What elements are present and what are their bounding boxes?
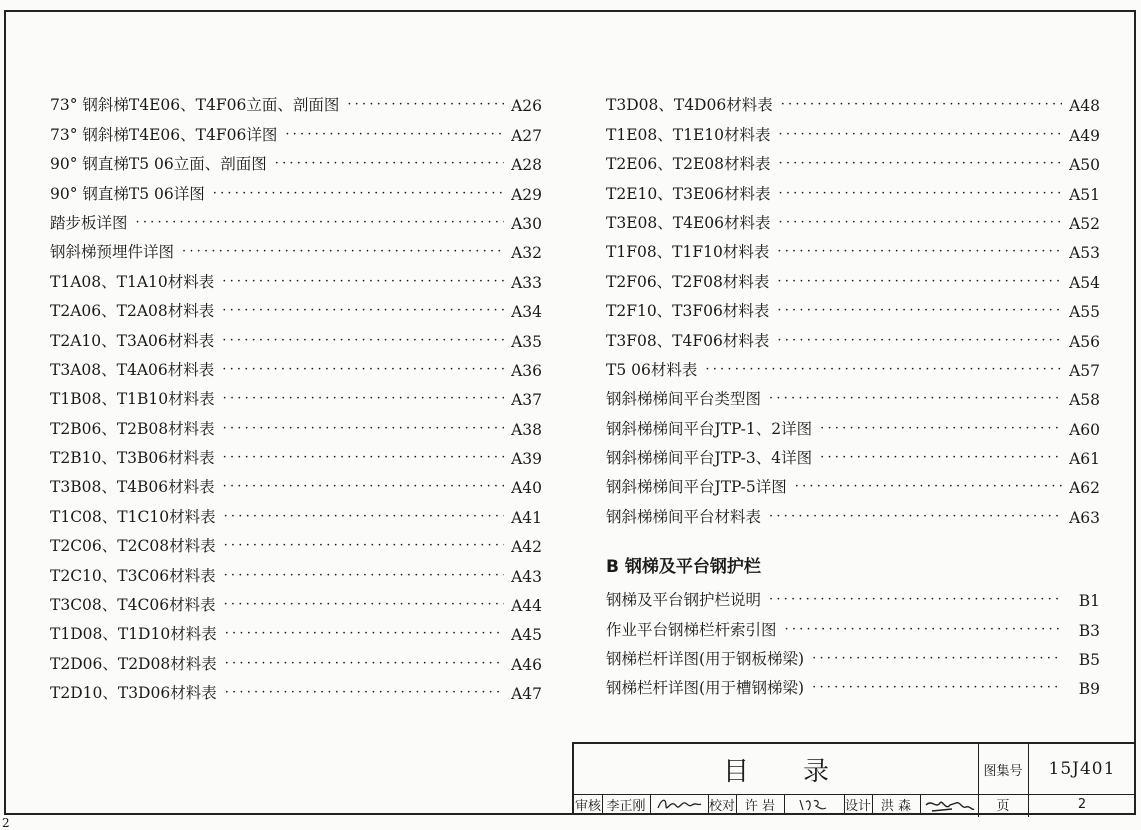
toc-entry bbox=[50, 615, 542, 644]
toc-entry-page: A39 bbox=[511, 450, 542, 469]
toc-entry bbox=[606, 380, 1100, 409]
toc-entry-title: 钢斜梯梯间平台JTP-3、4详图 bbox=[606, 449, 813, 468]
toc-entry bbox=[606, 669, 1100, 698]
toc-entry bbox=[50, 497, 542, 526]
toc-entry-page: A61 bbox=[1069, 450, 1100, 469]
dot-leader bbox=[769, 593, 1062, 610]
toc-entry bbox=[606, 497, 1100, 526]
toc-entry-page: A52 bbox=[1069, 214, 1100, 233]
toc-entry bbox=[606, 409, 1100, 438]
toc-entry bbox=[50, 86, 542, 115]
toc-entry-title: T2B06、T2B08材料表 bbox=[50, 419, 215, 438]
toc-entry-page: A57 bbox=[1069, 361, 1100, 380]
toc-entry-page: A54 bbox=[1069, 273, 1100, 292]
toc-entry bbox=[50, 644, 542, 673]
toc-entry-page: A37 bbox=[511, 391, 542, 410]
toc-entry bbox=[606, 233, 1100, 262]
toc-entry-title: 73° 钢斜梯T4E06、T4F06立面、剖面图 bbox=[50, 96, 340, 115]
dot-leader bbox=[777, 245, 1062, 262]
toc-entry bbox=[606, 321, 1100, 350]
toc-entry bbox=[606, 439, 1100, 468]
toc-entry-page: A49 bbox=[1069, 126, 1100, 145]
toc-entry-title: 钢斜梯梯间平台JTP-1、2详图 bbox=[606, 419, 813, 438]
dot-leader bbox=[182, 245, 504, 262]
toc-entry bbox=[50, 351, 542, 380]
dot-leader bbox=[705, 363, 1062, 380]
dot-leader bbox=[225, 627, 504, 644]
toc-entry-title: 钢斜梯梯间平台材料表 bbox=[606, 507, 762, 526]
toc-entry-title: 90° 钢直梯T5 06立面、剖面图 bbox=[50, 155, 267, 174]
toc-entry-title: T2D10、T3D06材料表 bbox=[50, 684, 217, 703]
toc-entry-title: T1C08、T1C10材料表 bbox=[50, 507, 216, 526]
checker-signature bbox=[784, 794, 844, 815]
dot-leader bbox=[820, 451, 1062, 468]
toc-entry-page: A27 bbox=[511, 126, 542, 145]
toc-entry bbox=[606, 204, 1100, 233]
atlas-no-label: 图集号 bbox=[983, 763, 1023, 779]
design-label: 设计 bbox=[844, 799, 871, 814]
toc-entry-title: 90° 钢直梯T5 06详图 bbox=[50, 184, 205, 203]
toc-entry-page: B1 bbox=[1078, 592, 1100, 611]
toc-entry-title: T2B10、T3B06材料表 bbox=[50, 449, 215, 468]
dot-leader bbox=[778, 128, 1062, 145]
toc-entry bbox=[50, 674, 542, 703]
dot-leader bbox=[285, 128, 504, 145]
dot-leader bbox=[223, 422, 504, 439]
section-b-list bbox=[606, 581, 1100, 699]
toc-entry-title: 钢梯栏杆详图(用于钢板梯梁) bbox=[606, 650, 805, 669]
toc-entry bbox=[50, 556, 542, 585]
section-b-heading: B 钢梯及平台钢护栏 bbox=[606, 556, 761, 577]
toc-entry-title: T1B08、T1B10材料表 bbox=[50, 390, 215, 409]
toc-entry bbox=[606, 351, 1100, 380]
toc-entry-title: 踏步板详图 bbox=[50, 213, 128, 232]
toc-entry bbox=[606, 292, 1100, 321]
dot-leader bbox=[275, 157, 504, 174]
toc-entry-title: T2F10、T3F06材料表 bbox=[606, 302, 770, 321]
toc-entry-title: T1E08、T1E10材料表 bbox=[606, 125, 771, 144]
toc-entry-page: A48 bbox=[1069, 97, 1100, 116]
toc-entry-page: A55 bbox=[1069, 303, 1100, 322]
toc-entry-page: A34 bbox=[511, 303, 542, 322]
dot-leader bbox=[778, 187, 1062, 204]
toc-entry-page: A56 bbox=[1069, 332, 1100, 351]
dot-leader bbox=[777, 334, 1062, 351]
toc-entry-page: A40 bbox=[511, 479, 542, 498]
dot-leader bbox=[778, 157, 1062, 174]
dot-leader bbox=[812, 652, 1062, 669]
toc-entry-title: T3F08、T4F06材料表 bbox=[606, 331, 770, 350]
toc-entry-page: A35 bbox=[511, 332, 542, 351]
page-label: 页 bbox=[996, 799, 1010, 814]
dot-leader bbox=[136, 216, 504, 233]
toc-entry-title: 作业平台钢梯栏杆索引图 bbox=[606, 620, 777, 639]
toc-entry bbox=[50, 380, 542, 409]
dot-leader bbox=[224, 539, 504, 556]
toc-entry-page: B9 bbox=[1078, 680, 1100, 699]
toc-entry-title: T1F08、T1F10材料表 bbox=[606, 243, 770, 262]
toc-entry-title: T1A08、T1A10材料表 bbox=[50, 272, 215, 291]
toc-entry-page: A42 bbox=[511, 538, 542, 557]
toc-entry bbox=[50, 145, 542, 174]
dot-leader bbox=[222, 275, 504, 292]
toc-entry-title: T2E06、T2E08材料表 bbox=[606, 155, 771, 174]
toc-entry-page: A33 bbox=[511, 273, 542, 292]
toc-entry-page: A26 bbox=[511, 97, 542, 116]
toc-entry-title: T2F06、T2F08材料表 bbox=[606, 272, 770, 291]
toc-entry-page: A43 bbox=[511, 567, 542, 586]
dot-leader bbox=[224, 569, 504, 586]
toc-entry-title: 钢梯及平台钢护栏说明 bbox=[606, 591, 762, 610]
title-block bbox=[572, 742, 1136, 815]
dot-leader bbox=[769, 510, 1062, 527]
toc-entry-page: A62 bbox=[1069, 479, 1100, 498]
dot-leader bbox=[777, 304, 1062, 321]
toc-entry-title: T1D08、T1D10材料表 bbox=[50, 625, 217, 644]
toc-entry-page: A36 bbox=[511, 361, 542, 380]
toc-entry-title: 73° 钢斜梯T4E06、T4F06详图 bbox=[50, 125, 278, 144]
checker-name: 许 岩 bbox=[744, 799, 776, 814]
toc-entry-page: A44 bbox=[511, 597, 542, 616]
toc-entry bbox=[606, 610, 1100, 639]
review-label: 审核 bbox=[574, 799, 601, 814]
toc-entry bbox=[50, 204, 542, 233]
toc-entry-page: A45 bbox=[511, 626, 542, 645]
dot-leader bbox=[222, 363, 504, 380]
corner-mark: 2 bbox=[2, 816, 10, 830]
toc-right-column bbox=[606, 86, 1100, 698]
toc-entry bbox=[606, 115, 1100, 144]
toc-entry-title: T3A08、T4A06材料表 bbox=[50, 360, 215, 379]
dot-leader bbox=[222, 304, 504, 321]
toc-entry bbox=[606, 581, 1100, 610]
dot-leader bbox=[778, 216, 1062, 233]
toc-entry bbox=[606, 640, 1100, 669]
toc-entry bbox=[606, 86, 1100, 115]
toc-entry-page: A32 bbox=[511, 244, 542, 263]
toc-entry-title: T2C10、T3C06材料表 bbox=[50, 566, 216, 585]
toc-entry-page: A51 bbox=[1069, 185, 1100, 204]
dot-leader bbox=[223, 451, 504, 468]
toc-entry bbox=[606, 262, 1100, 291]
toc-entry-page: A28 bbox=[511, 156, 542, 175]
toc-entry bbox=[50, 527, 542, 556]
toc-entry bbox=[50, 262, 542, 291]
toc-entry-page: A60 bbox=[1069, 420, 1100, 439]
dot-leader bbox=[224, 598, 504, 615]
check-label: 校对 bbox=[708, 799, 735, 814]
toc-entry bbox=[50, 468, 542, 497]
toc-entry bbox=[50, 586, 542, 615]
toc-entry-title: T2A10、T3A06材料表 bbox=[50, 331, 215, 350]
toc-entry-title: 钢斜梯梯间平台类型图 bbox=[606, 390, 762, 409]
toc-entry-title: T2E10、T3E06材料表 bbox=[606, 184, 771, 203]
toc-entry bbox=[50, 174, 542, 203]
atlas-no: 15J401 bbox=[1048, 759, 1116, 779]
dot-leader bbox=[225, 657, 504, 674]
toc-entry-page: A50 bbox=[1069, 156, 1100, 175]
toc-entry bbox=[50, 233, 542, 262]
designer-signature bbox=[920, 794, 978, 815]
toc-entry-page: A63 bbox=[1069, 508, 1100, 527]
dot-leader bbox=[820, 422, 1062, 439]
dot-leader bbox=[777, 275, 1062, 292]
toc-entry-page: A53 bbox=[1069, 244, 1100, 263]
dot-leader bbox=[224, 510, 504, 527]
toc-entry-page: A30 bbox=[511, 214, 542, 233]
toc-entry bbox=[606, 145, 1100, 174]
toc-entry bbox=[50, 409, 542, 438]
toc-entry-title: T3B08、T4B06材料表 bbox=[50, 478, 215, 497]
designer-name: 洪 森 bbox=[880, 799, 912, 814]
reviewer-signature bbox=[650, 794, 708, 815]
toc-entry-title: T3C08、T4C06材料表 bbox=[50, 596, 216, 615]
toc-entry-title: 钢斜梯梯间平台JTP-5详图 bbox=[606, 478, 787, 497]
toc-entry bbox=[50, 321, 542, 350]
reviewer-name: 李正刚 bbox=[606, 799, 646, 814]
dot-leader bbox=[213, 187, 504, 204]
toc-entry-page: B3 bbox=[1078, 621, 1100, 640]
dot-leader bbox=[812, 681, 1062, 698]
dot-leader bbox=[223, 392, 504, 409]
catalog-title: 目录 bbox=[722, 756, 883, 787]
dot-leader bbox=[785, 623, 1062, 640]
dot-leader bbox=[225, 686, 504, 703]
dot-leader bbox=[222, 334, 504, 351]
dot-leader bbox=[347, 98, 504, 115]
toc-entry-title: T2D06、T2D08材料表 bbox=[50, 654, 217, 673]
dot-leader bbox=[223, 480, 504, 497]
toc-entry-page: A58 bbox=[1069, 391, 1100, 410]
toc-left-column bbox=[50, 86, 542, 703]
page-number: 2 bbox=[1077, 797, 1087, 812]
toc-entry-title: T3E08、T4E06材料表 bbox=[606, 213, 771, 232]
toc-entry-page: A41 bbox=[511, 508, 542, 527]
toc-entry-title: T5 06材料表 bbox=[606, 360, 698, 379]
dot-leader bbox=[781, 98, 1062, 115]
dot-leader bbox=[769, 392, 1062, 409]
toc-entry bbox=[50, 439, 542, 468]
toc-entry-title: 钢斜梯预埋件详图 bbox=[50, 243, 175, 262]
toc-entry bbox=[50, 292, 542, 321]
toc-entry-title: T3D08、T4D06材料表 bbox=[606, 96, 773, 115]
toc-entry-page: A47 bbox=[511, 685, 542, 704]
toc-entry-title: T2A06、T2A08材料表 bbox=[50, 302, 215, 321]
toc-right-list bbox=[606, 86, 1100, 527]
toc-entry-page: A38 bbox=[511, 420, 542, 439]
toc-entry bbox=[606, 174, 1100, 203]
toc-entry-title: 钢梯栏杆详图(用于槽钢梯梁) bbox=[606, 679, 805, 698]
toc-entry bbox=[50, 115, 542, 144]
dot-leader bbox=[795, 480, 1062, 497]
toc-entry-page: A46 bbox=[511, 655, 542, 674]
toc-entry-title: T2C06、T2C08材料表 bbox=[50, 537, 216, 556]
toc-entry-page: B5 bbox=[1078, 651, 1100, 670]
toc-entry bbox=[606, 468, 1100, 497]
toc-entry-page: A29 bbox=[511, 185, 542, 204]
